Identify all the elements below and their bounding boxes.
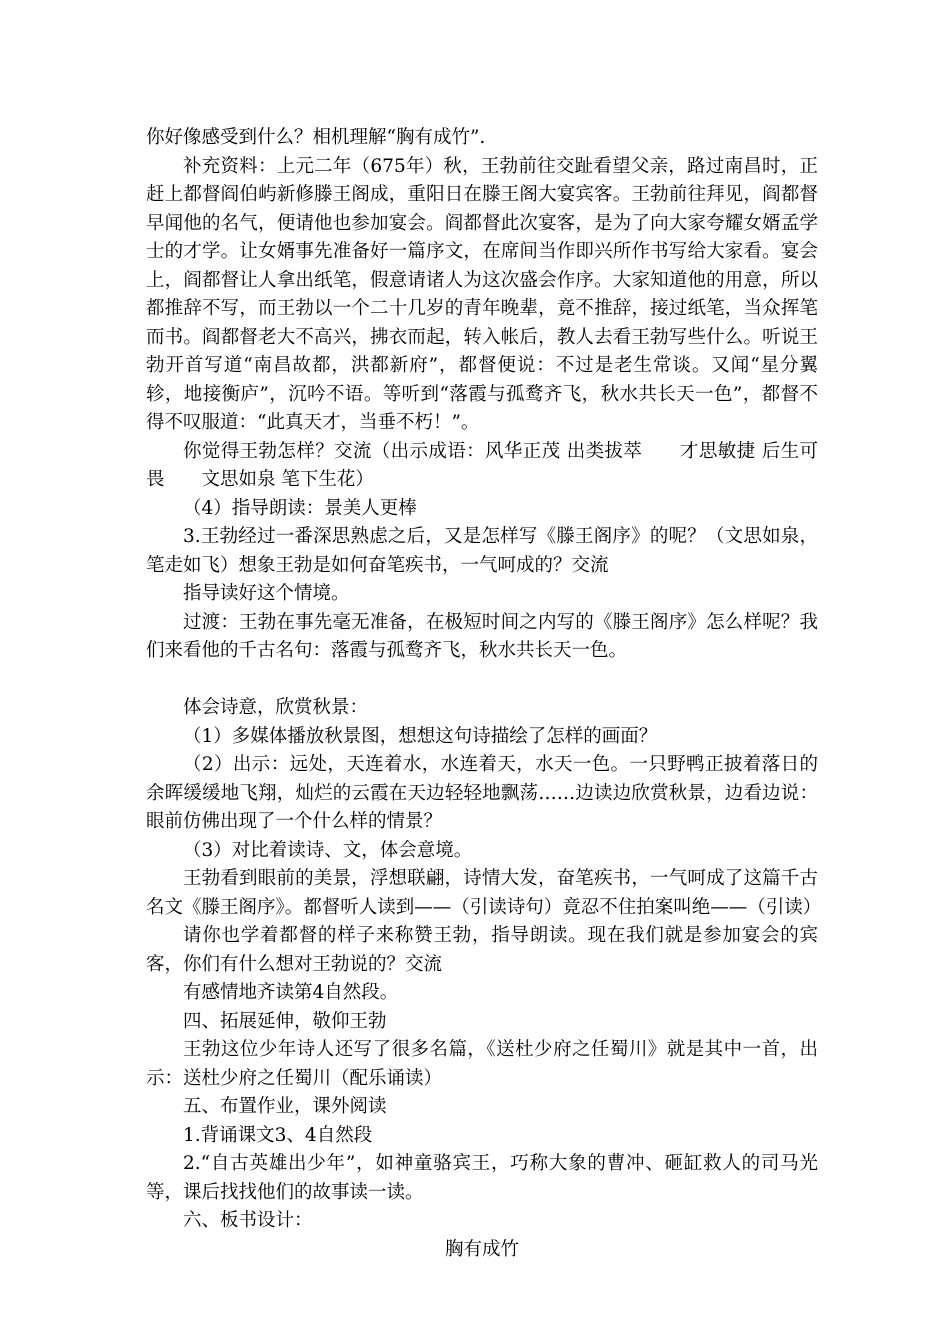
paragraph-read-together: 有感情地齐读第4自然段。 (183, 982, 399, 1003)
heading-section-6: 六、板书设计： (183, 1210, 313, 1231)
document-body (146, 124, 822, 1264)
blank-line (146, 666, 818, 695)
heading-section-5: 五、布置作业，课外阅读 (183, 1096, 387, 1117)
heading-section-4: 四、拓展延伸，敬仰王勃 (183, 1010, 387, 1032)
paragraph-read-scene: 指导读好这个情境。 (183, 583, 350, 604)
paragraph-praise: 请你也学着都督的样子来称赞王勃，指导朗读。现在我们就是参加宴会的宾客，你们有什么想对王勃说的？交流 (146, 925, 818, 975)
paragraph-extension: 王勃这位少年诗人还写了很多名篇，《送杜少府之任蜀川》就是其中一首，出示：送杜少府之任蜀川（配乐诵读） (146, 1039, 818, 1089)
paragraph-guided-reading-4: （4）指导朗读：景美人更棒 (183, 497, 417, 519)
paragraph-supplementary-material: 补充资料：上元二年（675年）秋，王勃前往交趾看望父亲，路过南昌时，正赶上都督阎伯屿新修滕王阁成，重阳日在滕王阁大宴宾客。王勃前往拜见，阎都督早闻他的名气，便请他也参加宴会。阎都督此次宴客，是为了向大家夸耀女婿孟学士的才学。让女婿事先准备好一篇序文，在席间当作即兴所作书写给大家看。宴会上，阎都督让人拿出纸笔，假意请诸人为这次盛会作序。大家知道他的用意，所以都推辞不写，而王勃以一个二十几岁的青年晚辈，竟不推辞，接过纸笔，当众挥笔而书。阎都督老大不高兴，拂衣而起，转入帐后，教人去看王勃写些什么。听说王勃开首写道“南昌故都，洪都新府”，都督便说：不过是老生常谈。又闻“星分翼轸，地接衡庐”，沉吟不语。等听到“落霞与孤鹜齐飞，秋水共长天一色”，都督不得不叹服道：“此真天才，当垂不朽！”。 (146, 155, 818, 433)
paragraph-transition: 过渡：王勃在事先毫无准备，在极短时间之内写的《滕王阁序》怎么样呢？我们来看他的千古名句：落霞与孤鹜齐飞，秋水共长天一色。 (146, 611, 818, 661)
paragraph-step-1: （1）多媒体播放秋景图，想想这句诗描绘了怎样的画面？ (183, 725, 658, 747)
paragraph-inspiration: 王勃看到眼前的美景，浮想联翩，诗情大发，奋笔疾书，一气呵成了这篇千古名文《滕王阁序》。都督听人读到——（引读诗句）竟忍不住拍案叫绝——（引读） (146, 868, 822, 918)
board-design-title: 胸有成竹 (444, 1238, 519, 1260)
paragraph-step-3: （3）对比着读诗、文，体会意境。 (183, 839, 473, 861)
paragraph-step-2: （2）出示：远处，天连着水，水连着天，水天一色。一只野鸭正披着落日的余晖缓缓地飞翔，灿烂的云霞在天边轻轻地飘荡……边读边欣赏秋景，边看边说：眼前仿佛出现了一个什么样的情景？ (146, 754, 818, 832)
paragraph-homework-2: 2.“自古英雄出少年”，如神童骆宾王，巧称大象的曹冲、砸缸救人的司马光等，课后找找他们的故事读一读。 (146, 1153, 818, 1203)
paragraph-idioms-discussion: 你觉得王勃怎样？交流（出示成语：风华正茂 出类拔萃 才思敏捷 后生可畏 文思如泉 笔下生花） (146, 440, 818, 490)
paragraph-appreciate-autumn: 体会诗意，欣赏秋景： (183, 697, 369, 718)
paragraph-homework-1: 1.背诵课文3、4自然段 (183, 1124, 373, 1146)
paragraph-section-3: 3.王勃经过一番深思熟虑之后，又是怎样写《滕王阁序》的呢？（文思如泉，笔走如飞）想象王勃是如何奋笔疾书，一气呵成的？交流 (146, 526, 818, 576)
paragraph-intro-question: 你好像感受到什么？相机理解“胸有成竹”. (146, 127, 486, 148)
